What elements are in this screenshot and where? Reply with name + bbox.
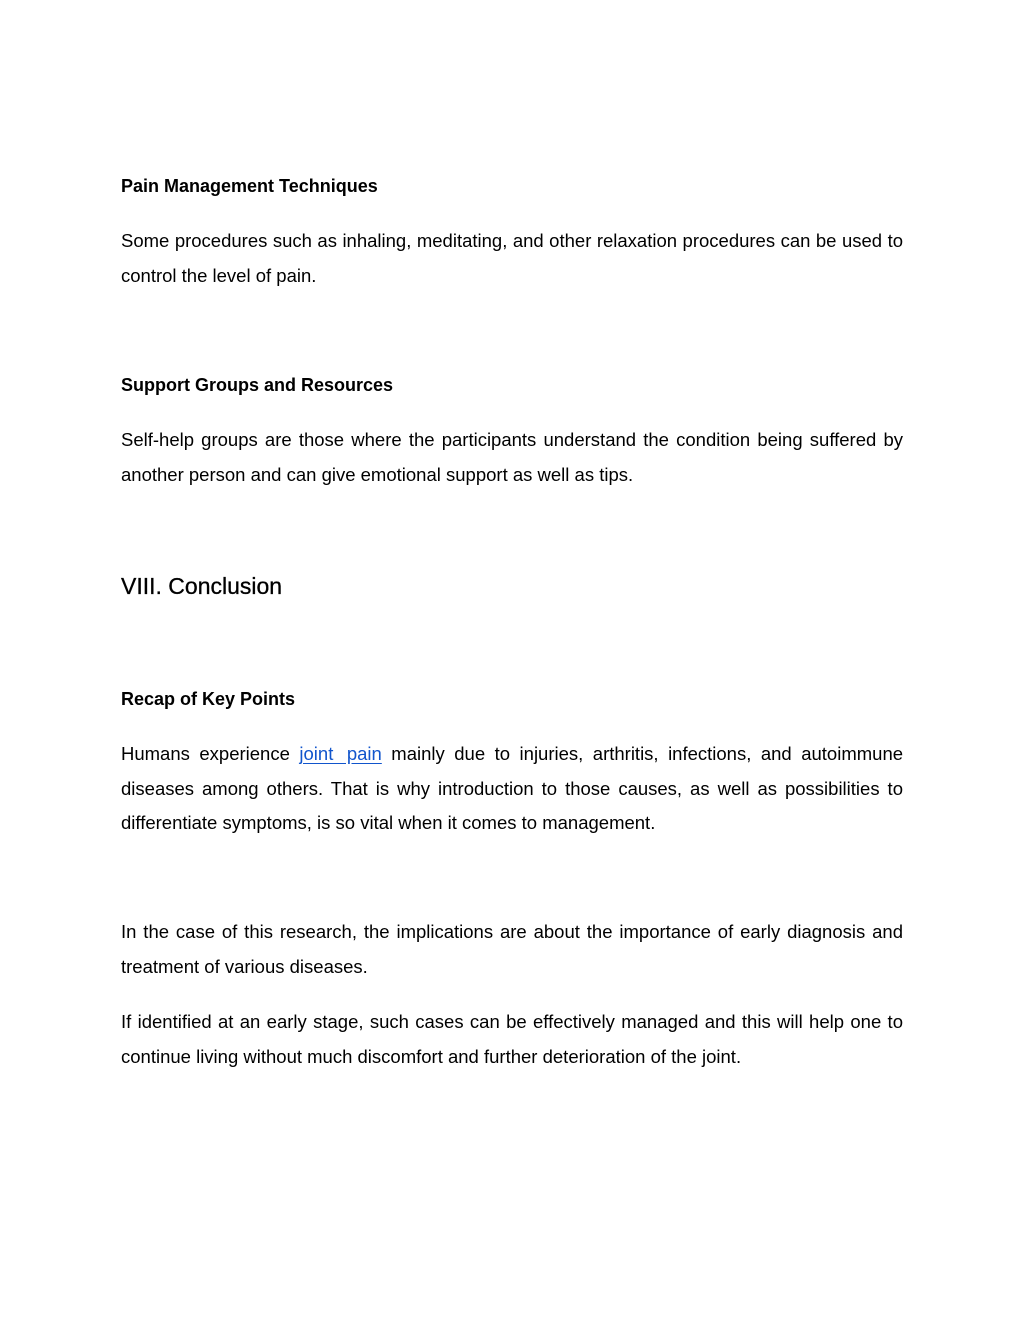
early-stage-section xyxy=(121,1005,903,1074)
implications-section xyxy=(121,915,903,984)
recap-text-before-link: Humans experience xyxy=(121,743,300,764)
support-groups-section xyxy=(121,374,903,396)
early-stage-paragraph: If identified at an early stage, such cases can be effectively managed and this will help one to continue living without much discomfort and further deterioration of the joint. xyxy=(121,1011,903,1067)
support-groups-heading: Support Groups and Resources xyxy=(121,375,394,395)
conclusion-section xyxy=(121,572,903,600)
conclusion-heading: VIII. Conclusion xyxy=(121,573,283,599)
implications-paragraph: In the case of this research, the implications are about the importance of early diagnosis and treatment of various diseases. xyxy=(121,921,903,977)
support-groups-paragraph: Self-help groups are those where the participants understand the condition being suffered by another person and can give emotional support as well as tips. xyxy=(121,429,903,485)
recap-body xyxy=(121,737,903,841)
pain-management-section xyxy=(121,175,903,197)
recap-paragraph xyxy=(121,737,903,841)
pain-management-paragraph: Some procedures such as inhaling, meditating, and other relaxation procedures can be used to control the level of pain. xyxy=(121,230,903,286)
pain-management-heading: Pain Management Techniques xyxy=(121,176,378,196)
recap-text-after-link: mainly due to injuries, arthritis, infections, and autoimmune diseases among others. That is why introduction to those causes, as well as possibilities to differentiate symptoms, is so vital when it comes to management. xyxy=(121,743,904,834)
support-groups-body xyxy=(121,423,903,492)
pain-management-body xyxy=(121,224,903,293)
recap-heading: Recap of Key Points xyxy=(121,689,296,709)
recap-section xyxy=(121,688,903,710)
joint-pain-link[interactable]: joint pain xyxy=(299,743,382,764)
